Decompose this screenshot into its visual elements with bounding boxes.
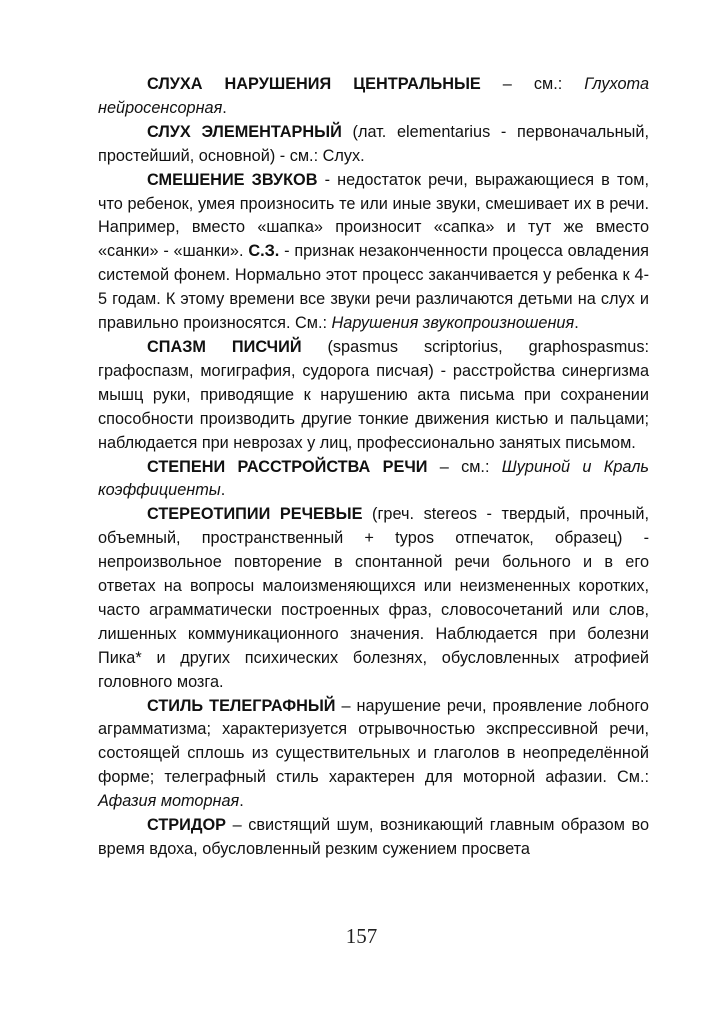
dictionary-entry: [98, 814, 649, 862]
entry-term: СЛУХА НАРУШЕНИЯ ЦЕНТРАЛЬНЫЕ: [147, 75, 481, 93]
dictionary-entry: [98, 169, 649, 336]
dictionary-entry: [98, 695, 649, 815]
entry-text: - недостаток речи, выражающиеся в том, что ребенок, умея произносить те или иные звуки, смешивает их в речи. Например, вместо «шапка» произносит «сапка» и тут же вместо «санки» - «шанки».: [98, 170, 649, 261]
entry-text: – см.:: [480, 75, 585, 93]
cross-reference: Шуриной и Краль коэффициенты: [98, 457, 649, 500]
dictionary-text: [98, 73, 649, 862]
entry-text: (spasmus scriptorius, graphospasmus: графоспазм, могиграфия, судорога писчая) - расстройства синергизма мышц руки, приводящие к нарушению акта письма при сохранении способности производить другие тонкие движения кистью и пальцами; наблюдается при неврозах у лиц, профессионально занятых письмом.: [98, 337, 649, 452]
dictionary-entry: [98, 73, 649, 121]
entry-term: СТРИДОР: [147, 816, 226, 835]
entry-text: .: [239, 792, 244, 811]
dictionary-entry: [98, 503, 649, 694]
dictionary-entry: [98, 336, 649, 456]
entry-text: – свистящий шум, возникающий главным образом во время вдоха, обусловленный резким сужением просвета: [98, 816, 649, 858]
entry-term: СТИЛЬ ТЕЛЕГРАФНЫЙ: [147, 696, 336, 715]
entry-text: – нарушение речи, проявление лобного аграмматизма; характеризуется отрывочностью экспрессивной речи, состоящей сплошь из существительных и глаголов в неопределённой форме; телеграфный стиль характерен для моторной афазии. См.:: [98, 696, 649, 787]
entry-term: С.З.: [248, 242, 280, 261]
dictionary-entry: [98, 456, 649, 504]
entry-term: СМЕШЕНИЕ ЗВУКОВ: [147, 170, 318, 189]
entry-text: - признак незаконченности процесса овладения системой фонем. Нормально этот процесс заканчивается у ребенка к 4-5 годам. К этому времени все звуки речи различаются детьми на слух и правильно произносятся. См.:: [98, 242, 649, 333]
entry-text: .: [220, 481, 226, 500]
entry-term: СЛУХ ЭЛЕМЕНТАРНЫЙ: [147, 122, 342, 141]
entry-term: СТЕПЕНИ РАССТРОЙСТВА РЕЧИ: [147, 457, 428, 476]
cross-reference: Афазия моторная: [98, 792, 240, 811]
entry-term: СПАЗМ ПИСЧИЙ: [147, 337, 302, 356]
dictionary-entry: [98, 121, 649, 169]
cross-reference: Глухота нейросенсорная: [98, 75, 649, 117]
entry-term: СТЕРЕОТИПИИ РЕЧЕВЫЕ: [147, 505, 363, 524]
entry-text: – см.:: [427, 457, 502, 476]
entry-text: .: [222, 98, 227, 117]
cross-reference: Нарушения звукопроизношения: [331, 314, 575, 333]
entry-text: .: [574, 314, 579, 333]
page-number: 157: [345, 924, 378, 948]
entry-text: (греч. stereos - твердый, прочный, объемный, пространственный + typos отпечаток, образец) - непроизвольное повторение в спонтанной речи больного и в его ответах на вопросы малоизменяющихся или неизмененных коротких, часто аграмматически построенных фраз, словосочетаний или слов, лишенных коммуникационного значения. Наблюдается при болезни Пика* и других психических болезнях, обусловленных атрофией головного мозга.: [98, 505, 649, 691]
entry-text: (лат. elementarius - первоначальный, простейший, основной) - см.: Слух.: [98, 122, 649, 165]
